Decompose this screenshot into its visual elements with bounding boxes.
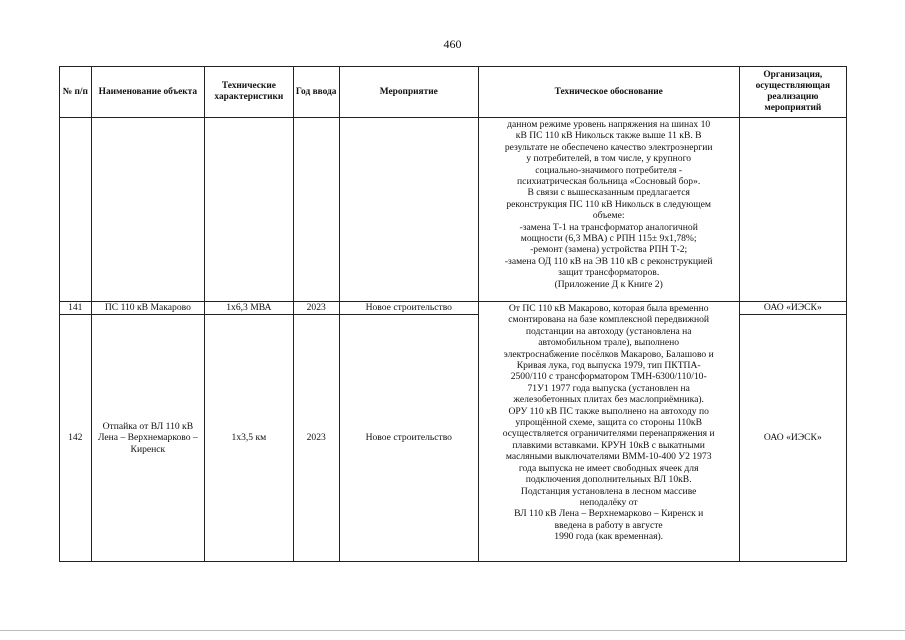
cell-empty: [91, 118, 205, 302]
justification-141-142: От ПС 110 кВ Макарово, которая была временно смонтирована на базе комплексной передвижной подстанции на автоходу (установлена на автомобильном трале), выполнено электроснабжение посёлков Макарово, Балашово и Кривая лука, год выпуска 1979, тип ПКТПА- 2500/110 с трансформатором ТМН-6300/110/10- 71У1 1977 года выпуска (установлен на железобетонных плитах без маслоприёмника). ОРУ 110 кВ ПС также выполнено на автоходу по упрощённой схеме, защита со стороны 110кВ осуществляется ограничителями перенапряжения и плавкими вставками. КРУН 10кВ с выкатными масляными выключателями ВММ-10-400 У2 1973 года выпуска не имеет свободных ячеек для подключения дополнительных ВЛ 10кВ. Подстанция установлена в лесном массиве неподалёку от ВЛ 110 кВ Лена – Верхнемарково – Киренск и введена в работу в августе 1990 года (как временная).: [478, 302, 739, 562]
object-name: Отпайка от ВЛ 110 кВ Лена – Верхнемарково – Киренск: [91, 315, 205, 562]
row-num: 141: [60, 302, 92, 315]
cell-empty: [339, 118, 478, 302]
action: Новое строительство: [339, 315, 478, 562]
header-action: Мероприятие: [339, 67, 478, 118]
object-name: ПС 110 кВ Макарово: [91, 302, 205, 315]
header-year: Год ввода: [293, 67, 339, 118]
continuation-justification: данном режиме уровень напряжения на шинах 10 кВ ПС 110 кВ Никольск также выше 11 кВ. В результате не обеспечено качество электроэнергии у потребителей, в том числе, у крупного социально-значимого потребителя - психиатрическая больница «Сосновый бор». В связи с вышесказанным предлагается реконструкция ПС 110 кВ Никольск в следующем объеме: -замена Т-1 на трансформатор аналогичной мощности (6,3 МВА) с РПН 115± 9х1,78%; -ремонт (замена) устройства РПН Т-2; -замена ОД 110 кВ на ЭВ 110 кВ с реконструкцией защит трансформаторов. (Приложение Д к Книге 2): [478, 118, 739, 302]
header-object-name: Наименование объекта: [91, 67, 205, 118]
organization: ОАО «ИЭСК»: [739, 302, 846, 315]
row-num: 142: [60, 315, 92, 562]
header-justification: Техническое обоснование: [478, 67, 739, 118]
year: 2023: [293, 302, 339, 315]
year: 2023: [293, 315, 339, 562]
action: Новое строительство: [339, 302, 478, 315]
cell-empty: [293, 118, 339, 302]
page-number: 460: [443, 37, 462, 51]
header-num: № п/п: [60, 67, 92, 118]
tech-specs: 1х3,5 км: [205, 315, 293, 562]
table-row-continuation: [60, 118, 847, 302]
page-bottom-edge: [0, 630, 905, 631]
header-organization: Организация, осуществляющая реализацию мероприятий: [739, 67, 846, 118]
cell-empty: [205, 118, 293, 302]
cell-empty: [739, 118, 846, 302]
cell-empty: [60, 118, 92, 302]
table-row-141: [60, 302, 847, 315]
organization: ОАО «ИЭСК»: [739, 315, 846, 562]
header-row: [60, 67, 847, 118]
header-tech-specs: Технические характеристики: [205, 67, 293, 118]
investment-table: [59, 66, 847, 562]
tech-specs: 1х6,3 МВА: [205, 302, 293, 315]
